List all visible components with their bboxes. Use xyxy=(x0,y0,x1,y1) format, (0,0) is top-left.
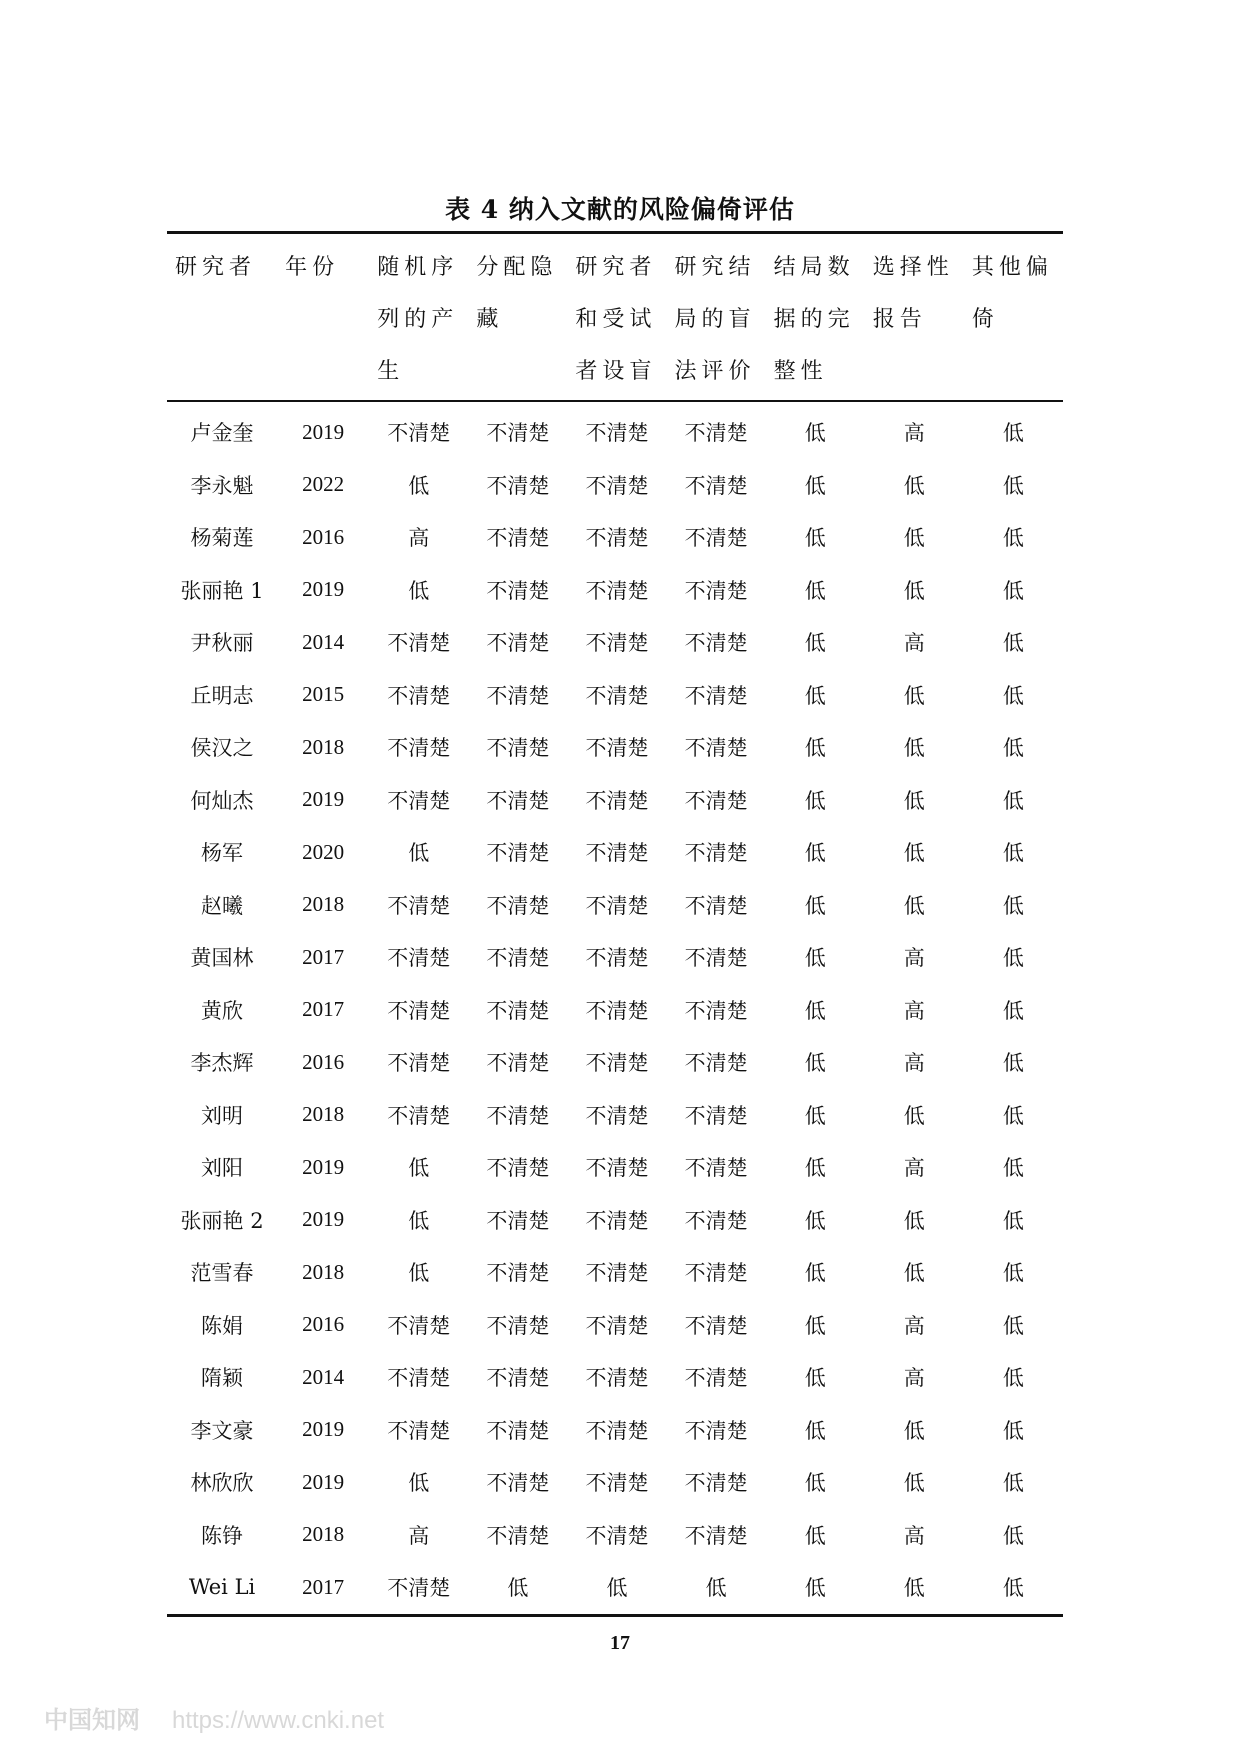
year-cell: 2020 xyxy=(302,839,345,864)
risk-cell: 低 xyxy=(1002,788,1024,813)
risk-cell: 不清楚 xyxy=(684,1103,748,1128)
risk-cell: 不清楚 xyxy=(684,998,748,1023)
risk-cell: 不清楚 xyxy=(585,683,649,708)
year-cell: 2018 xyxy=(302,892,345,917)
risk-cell: 低 xyxy=(408,1156,430,1181)
table-row xyxy=(167,826,1063,879)
column-header: 研究者 xyxy=(167,233,277,402)
table-row xyxy=(167,401,1063,459)
risk-cell: 高 xyxy=(408,1523,430,1548)
risk-cell: 不清楚 xyxy=(684,1418,748,1443)
risk-cell: 低 xyxy=(1002,1418,1024,1443)
risk-cell: 低 xyxy=(606,1576,628,1601)
risk-cell: 低 xyxy=(903,1418,925,1443)
risk-cell: 低 xyxy=(804,683,826,708)
risk-cell: 不清楚 xyxy=(585,998,649,1023)
header-row xyxy=(167,233,1063,402)
risk-cell: 不清楚 xyxy=(387,683,451,708)
risk-cell: 不清楚 xyxy=(387,788,451,813)
risk-cell: 低 xyxy=(1002,998,1024,1023)
researcher-cell: 刘明 xyxy=(201,1103,244,1128)
risk-cell: 不清楚 xyxy=(387,631,451,656)
risk-cell: 低 xyxy=(804,421,826,446)
researcher-cell: 隋颖 xyxy=(201,1366,244,1391)
year-cell: 2019 xyxy=(302,577,345,602)
risk-cell: 不清楚 xyxy=(684,526,748,551)
risk-cell: 低 xyxy=(408,841,430,866)
table-row xyxy=(167,721,1063,774)
risk-cell: 低 xyxy=(903,893,925,918)
risk-cell: 不清楚 xyxy=(585,736,649,761)
year-cell: 2019 xyxy=(302,1417,345,1442)
risk-cell: 低 xyxy=(804,736,826,761)
risk-cell: 高 xyxy=(903,946,925,971)
risk-cell: 低 xyxy=(804,1103,826,1128)
risk-cell: 不清楚 xyxy=(684,1471,748,1496)
year-cell: 2017 xyxy=(302,944,345,969)
table-row xyxy=(167,1509,1063,1562)
risk-cell: 不清楚 xyxy=(486,526,550,551)
table-row xyxy=(167,984,1063,1037)
risk-cell: 低 xyxy=(1002,526,1024,551)
risk-cell: 不清楚 xyxy=(684,1051,748,1076)
risk-cell: 不清楚 xyxy=(585,526,649,551)
risk-cell: 不清楚 xyxy=(486,473,550,498)
risk-cell: 不清楚 xyxy=(387,736,451,761)
risk-cell: 低 xyxy=(408,473,430,498)
risk-cell: 不清楚 xyxy=(684,1208,748,1233)
risk-cell: 低 xyxy=(408,1471,430,1496)
risk-cell: 不清楚 xyxy=(486,1366,550,1391)
risk-cell: 低 xyxy=(903,1471,925,1496)
watermark xyxy=(44,1700,384,1735)
risk-cell: 不清楚 xyxy=(585,421,649,446)
risk-cell: 不清楚 xyxy=(585,946,649,971)
risk-cell: 低 xyxy=(804,473,826,498)
table-row xyxy=(167,1089,1063,1142)
risk-cell: 低 xyxy=(903,1261,925,1286)
risk-cell: 不清楚 xyxy=(486,1051,550,1076)
year-cell: 2018 xyxy=(302,734,345,759)
risk-cell: 不清楚 xyxy=(684,1366,748,1391)
researcher-cell: 张丽艳 1 xyxy=(180,578,264,603)
risk-cell: 低 xyxy=(804,1471,826,1496)
researcher-cell: 陈娟 xyxy=(201,1313,244,1338)
risk-cell: 不清楚 xyxy=(387,998,451,1023)
risk-cell: 不清楚 xyxy=(486,841,550,866)
researcher-cell: 侯汉之 xyxy=(190,736,254,761)
risk-cell: 不清楚 xyxy=(486,788,550,813)
column-header: 随机序列的产生 xyxy=(369,233,468,402)
risk-cell: 低 xyxy=(804,841,826,866)
researcher-cell: 刘阳 xyxy=(201,1156,244,1181)
risk-cell: 不清楚 xyxy=(387,1366,451,1391)
table-body xyxy=(167,401,1063,1615)
table-row xyxy=(167,459,1063,512)
risk-cell: 不清楚 xyxy=(684,946,748,971)
year-cell: 2019 xyxy=(302,419,345,444)
risk-cell: 不清楚 xyxy=(684,841,748,866)
year-cell: 2022 xyxy=(302,472,345,497)
risk-cell: 不清楚 xyxy=(387,1103,451,1128)
table-row xyxy=(167,564,1063,617)
risk-cell: 不清楚 xyxy=(684,473,748,498)
risk-cell: 低 xyxy=(705,1576,727,1601)
table-row xyxy=(167,1246,1063,1299)
risk-cell: 低 xyxy=(1002,578,1024,603)
risk-cell: 不清楚 xyxy=(486,631,550,656)
researcher-cell: 李永魁 xyxy=(190,473,254,498)
risk-of-bias-table xyxy=(167,231,1063,1617)
table-row xyxy=(167,1351,1063,1404)
risk-cell: 不清楚 xyxy=(585,788,649,813)
researcher-cell: 丘明志 xyxy=(190,683,254,708)
risk-cell: 高 xyxy=(903,1366,925,1391)
risk-cell: 低 xyxy=(1002,946,1024,971)
risk-cell: 低 xyxy=(804,1051,826,1076)
risk-cell: 低 xyxy=(1002,893,1024,918)
year-cell: 2018 xyxy=(302,1259,345,1284)
table-row xyxy=(167,511,1063,564)
risk-cell: 高 xyxy=(903,1051,925,1076)
table-row xyxy=(167,669,1063,722)
risk-cell: 不清楚 xyxy=(486,998,550,1023)
risk-cell: 低 xyxy=(903,1576,925,1601)
risk-cell: 高 xyxy=(903,1523,925,1548)
researcher-cell: 杨军 xyxy=(201,841,244,866)
risk-cell: 高 xyxy=(903,631,925,656)
researcher-cell: 范雪春 xyxy=(190,1261,254,1286)
risk-cell: 低 xyxy=(804,1313,826,1338)
year-cell: 2019 xyxy=(302,1207,345,1232)
risk-cell: 低 xyxy=(408,1261,430,1286)
risk-cell: 低 xyxy=(1002,1523,1024,1548)
year-cell: 2017 xyxy=(302,1574,345,1599)
risk-cell: 低 xyxy=(408,578,430,603)
risk-cell: 不清楚 xyxy=(684,1261,748,1286)
risk-cell: 低 xyxy=(804,526,826,551)
risk-cell: 低 xyxy=(1002,1366,1024,1391)
risk-cell: 低 xyxy=(903,1103,925,1128)
table-row xyxy=(167,1036,1063,1089)
risk-of-bias-table-container xyxy=(167,231,1063,1617)
year-cell: 2019 xyxy=(302,1469,345,1494)
risk-cell: 低 xyxy=(804,631,826,656)
risk-cell: 不清楚 xyxy=(585,1471,649,1496)
risk-cell: 低 xyxy=(1002,736,1024,761)
researcher-cell: 黄国林 xyxy=(190,946,254,971)
researcher-cell: 赵曦 xyxy=(201,893,244,918)
researcher-cell: 何灿杰 xyxy=(190,788,254,813)
table-row xyxy=(167,931,1063,984)
watermark-logo: 中国知网 xyxy=(44,1707,140,1734)
risk-cell: 不清楚 xyxy=(684,1156,748,1181)
risk-cell: 低 xyxy=(1002,841,1024,866)
risk-cell: 低 xyxy=(507,1576,529,1601)
risk-cell: 不清楚 xyxy=(486,1103,550,1128)
risk-cell: 不清楚 xyxy=(387,1051,451,1076)
table-row xyxy=(167,774,1063,827)
risk-cell: 低 xyxy=(804,1156,826,1181)
risk-cell: 不清楚 xyxy=(585,1313,649,1338)
researcher-cell: 陈铮 xyxy=(201,1523,244,1548)
risk-cell: 不清楚 xyxy=(684,893,748,918)
column-header: 研究结局的盲法评价 xyxy=(667,233,766,402)
table-header xyxy=(167,233,1063,402)
risk-cell: 低 xyxy=(903,473,925,498)
risk-cell: 不清楚 xyxy=(585,893,649,918)
year-cell: 2014 xyxy=(302,1364,345,1389)
year-cell: 2015 xyxy=(302,682,345,707)
risk-cell: 高 xyxy=(408,526,430,551)
year-cell: 2019 xyxy=(302,787,345,812)
risk-cell: 不清楚 xyxy=(684,1313,748,1338)
risk-cell: 不清楚 xyxy=(486,1313,550,1338)
risk-cell: 高 xyxy=(903,1156,925,1181)
researcher-cell: 林欣欣 xyxy=(190,1471,254,1496)
risk-cell: 低 xyxy=(804,1208,826,1233)
risk-cell: 不清楚 xyxy=(486,893,550,918)
risk-cell: 低 xyxy=(804,1576,826,1601)
risk-cell: 不清楚 xyxy=(684,788,748,813)
risk-cell: 低 xyxy=(804,1523,826,1548)
risk-cell: 不清楚 xyxy=(387,1576,451,1601)
risk-cell: 低 xyxy=(903,736,925,761)
risk-cell: 不清楚 xyxy=(486,1471,550,1496)
risk-cell: 低 xyxy=(903,841,925,866)
researcher-cell: Wei Li xyxy=(188,1575,256,1600)
risk-cell: 低 xyxy=(1002,631,1024,656)
risk-cell: 不清楚 xyxy=(486,946,550,971)
column-header: 结局数据的完整性 xyxy=(766,233,865,402)
risk-cell: 低 xyxy=(1002,1208,1024,1233)
risk-cell: 低 xyxy=(1002,1471,1024,1496)
risk-cell: 低 xyxy=(903,788,925,813)
risk-cell: 不清楚 xyxy=(684,1523,748,1548)
risk-cell: 低 xyxy=(804,946,826,971)
risk-cell: 低 xyxy=(903,578,925,603)
year-cell: 2014 xyxy=(302,629,345,654)
researcher-cell: 卢金奎 xyxy=(190,421,254,446)
risk-cell: 不清楚 xyxy=(486,1261,550,1286)
risk-cell: 低 xyxy=(804,578,826,603)
risk-cell: 低 xyxy=(1002,1313,1024,1338)
risk-cell: 不清楚 xyxy=(486,683,550,708)
table-row xyxy=(167,1561,1063,1615)
risk-cell: 不清楚 xyxy=(585,1103,649,1128)
researcher-cell: 尹秋丽 xyxy=(190,631,254,656)
year-cell: 2016 xyxy=(302,1049,345,1074)
risk-cell: 低 xyxy=(804,788,826,813)
risk-cell: 低 xyxy=(804,998,826,1023)
table-row xyxy=(167,879,1063,932)
table-row xyxy=(167,1194,1063,1247)
risk-cell: 不清楚 xyxy=(387,1313,451,1338)
risk-cell: 不清楚 xyxy=(486,1208,550,1233)
table-row xyxy=(167,616,1063,669)
column-header: 研究者和受试者设盲 xyxy=(567,233,666,402)
column-header: 分配隐藏 xyxy=(468,233,567,402)
year-cell: 2018 xyxy=(302,1102,345,1127)
table-row xyxy=(167,1141,1063,1194)
watermark-url: https://www.cnki.net xyxy=(172,1707,385,1734)
table-row xyxy=(167,1299,1063,1352)
researcher-cell: 杨菊莲 xyxy=(190,526,254,551)
risk-cell: 不清楚 xyxy=(486,1156,550,1181)
year-cell: 2017 xyxy=(302,997,345,1022)
risk-cell: 低 xyxy=(1002,1051,1024,1076)
risk-cell: 不清楚 xyxy=(486,1523,550,1548)
risk-cell: 低 xyxy=(804,1418,826,1443)
risk-cell: 低 xyxy=(1002,683,1024,708)
page-number: 17 xyxy=(610,1632,630,1654)
risk-cell: 不清楚 xyxy=(585,631,649,656)
risk-cell: 低 xyxy=(1002,1103,1024,1128)
risk-cell: 低 xyxy=(1002,473,1024,498)
year-cell: 2016 xyxy=(302,1312,345,1337)
risk-cell: 高 xyxy=(903,1313,925,1338)
risk-cell: 低 xyxy=(408,1208,430,1233)
risk-cell: 不清楚 xyxy=(585,841,649,866)
risk-cell: 不清楚 xyxy=(486,578,550,603)
table-caption: 表 4 纳入文献的风险偏倚评估 xyxy=(445,195,795,224)
risk-cell: 低 xyxy=(804,1366,826,1391)
risk-cell: 不清楚 xyxy=(387,893,451,918)
risk-cell: 不清楚 xyxy=(585,473,649,498)
risk-cell: 不清楚 xyxy=(684,736,748,761)
risk-cell: 不清楚 xyxy=(387,946,451,971)
table-row xyxy=(167,1404,1063,1457)
column-header: 其他偏倚 xyxy=(964,233,1063,402)
risk-cell: 不清楚 xyxy=(684,578,748,603)
risk-cell: 不清楚 xyxy=(684,421,748,446)
risk-cell: 不清楚 xyxy=(387,1418,451,1443)
column-header: 选择性报告 xyxy=(865,233,964,402)
risk-cell: 低 xyxy=(1002,421,1024,446)
risk-cell: 不清楚 xyxy=(585,1366,649,1391)
year-cell: 2018 xyxy=(302,1522,345,1547)
risk-cell: 不清楚 xyxy=(684,631,748,656)
risk-cell: 低 xyxy=(903,1208,925,1233)
researcher-cell: 张丽艳 2 xyxy=(180,1208,264,1233)
year-cell: 2019 xyxy=(302,1154,345,1179)
table-row xyxy=(167,1456,1063,1509)
risk-cell: 低 xyxy=(903,683,925,708)
risk-cell: 高 xyxy=(903,998,925,1023)
risk-cell: 低 xyxy=(1002,1576,1024,1601)
year-cell: 2016 xyxy=(302,524,345,549)
researcher-cell: 李杰辉 xyxy=(190,1051,254,1076)
risk-cell: 不清楚 xyxy=(486,736,550,761)
risk-cell: 不清楚 xyxy=(585,1418,649,1443)
risk-cell: 不清楚 xyxy=(585,578,649,603)
risk-cell: 不清楚 xyxy=(585,1051,649,1076)
column-header: 年份 xyxy=(277,233,369,402)
risk-cell: 低 xyxy=(1002,1156,1024,1181)
risk-cell: 低 xyxy=(903,526,925,551)
risk-cell: 不清楚 xyxy=(387,421,451,446)
risk-cell: 低 xyxy=(1002,1261,1024,1286)
researcher-cell: 李文豪 xyxy=(190,1418,254,1443)
risk-cell: 不清楚 xyxy=(684,683,748,708)
researcher-cell: 黄欣 xyxy=(201,998,244,1023)
risk-cell: 低 xyxy=(804,893,826,918)
risk-cell: 不清楚 xyxy=(585,1208,649,1233)
risk-cell: 低 xyxy=(804,1261,826,1286)
risk-cell: 不清楚 xyxy=(585,1261,649,1286)
risk-cell: 不清楚 xyxy=(486,1418,550,1443)
risk-cell: 高 xyxy=(903,421,925,446)
risk-cell: 不清楚 xyxy=(585,1523,649,1548)
risk-cell: 不清楚 xyxy=(486,421,550,446)
risk-cell: 不清楚 xyxy=(585,1156,649,1181)
